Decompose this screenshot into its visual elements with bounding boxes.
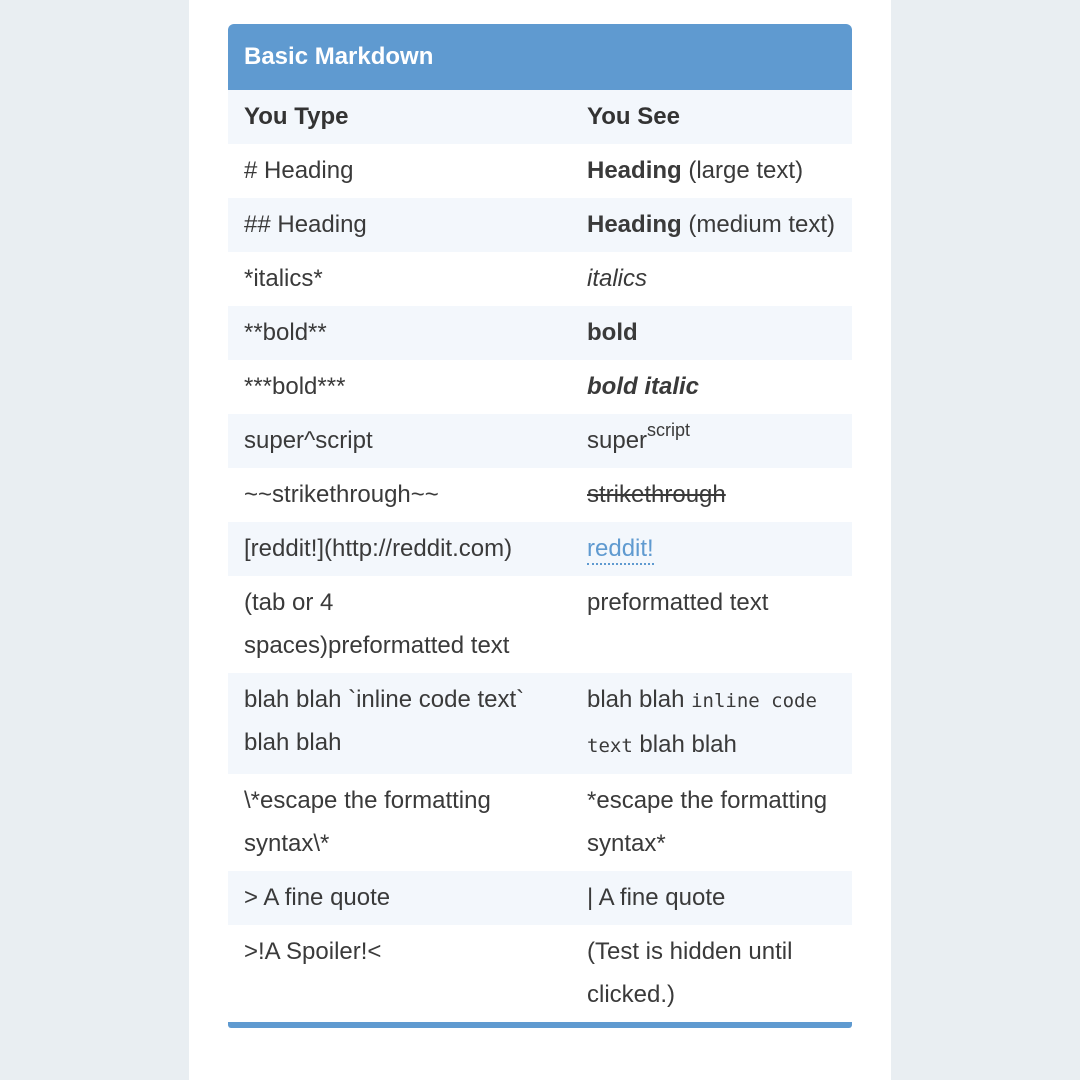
see-cell <box>571 198 852 252</box>
see-cell <box>571 673 852 774</box>
inline-code-text: inline code text <box>587 690 817 757</box>
table-row <box>228 360 852 414</box>
see-pre-text: blah blah <box>587 686 692 713</box>
see-cell: strikethrough <box>587 481 726 508</box>
table-row <box>228 414 852 468</box>
see-superscript-text: script <box>647 420 691 440</box>
type-cell: ***bold*** <box>244 373 346 400</box>
see-cell: *escape the formatting syntax* <box>587 787 828 857</box>
see-cell: (Test is hidden until clicked.) <box>587 938 793 1008</box>
table-row <box>228 252 852 306</box>
type-cell: >!A Spoiler!< <box>244 938 382 965</box>
column-header-you-type: You Type <box>244 103 349 130</box>
column-header-you-see: You See <box>587 103 680 130</box>
see-cell: bold <box>587 319 638 346</box>
see-bold-text: Heading <box>587 211 682 238</box>
table-title: Basic Markdown <box>228 24 852 90</box>
table-row <box>228 306 852 360</box>
type-cell: > A fine quote <box>244 884 391 911</box>
see-rest-text: (medium text) <box>681 211 836 238</box>
see-rest-text: (large text) <box>681 157 804 184</box>
see-cell: italics <box>587 265 648 292</box>
type-cell: **bold** <box>244 319 327 346</box>
see-cell <box>571 414 852 468</box>
table-row <box>228 673 852 774</box>
table-row <box>228 144 852 198</box>
see-post-text: blah blah <box>632 731 737 758</box>
table-row <box>228 871 852 925</box>
type-cell: \*escape the formatting syntax\* <box>244 787 491 857</box>
reddit-link[interactable]: reddit! <box>587 535 654 565</box>
see-cell <box>571 522 852 576</box>
table-row <box>228 522 852 576</box>
table-footer-bar <box>228 1022 852 1028</box>
column-header-row <box>228 90 852 144</box>
markdown-reference-table <box>228 24 852 1028</box>
see-bold-text: Heading <box>587 157 682 184</box>
page-content <box>189 0 891 1080</box>
table-row <box>228 576 852 673</box>
type-cell: ## Heading <box>244 211 367 238</box>
type-cell: ~~strikethrough~~ <box>244 481 439 508</box>
see-cell: | A fine quote <box>587 884 726 911</box>
see-cell <box>571 144 852 198</box>
table-row <box>228 468 852 522</box>
type-cell: super^script <box>244 427 373 454</box>
type-cell: (tab or 4 spaces)preformatted text <box>244 589 510 659</box>
type-cell: blah blah `inline code text` blah blah <box>244 686 525 756</box>
table-row <box>228 774 852 871</box>
table-row <box>228 198 852 252</box>
type-cell: [reddit!](http://reddit.com) <box>244 535 513 562</box>
type-cell: # Heading <box>244 157 354 184</box>
type-cell: *italics* <box>244 265 323 292</box>
table-row <box>228 925 852 1022</box>
see-base-text: super <box>587 427 648 454</box>
see-cell: preformatted text <box>587 589 769 616</box>
markdown-table <box>228 90 852 1022</box>
see-cell: bold italic <box>587 373 700 400</box>
